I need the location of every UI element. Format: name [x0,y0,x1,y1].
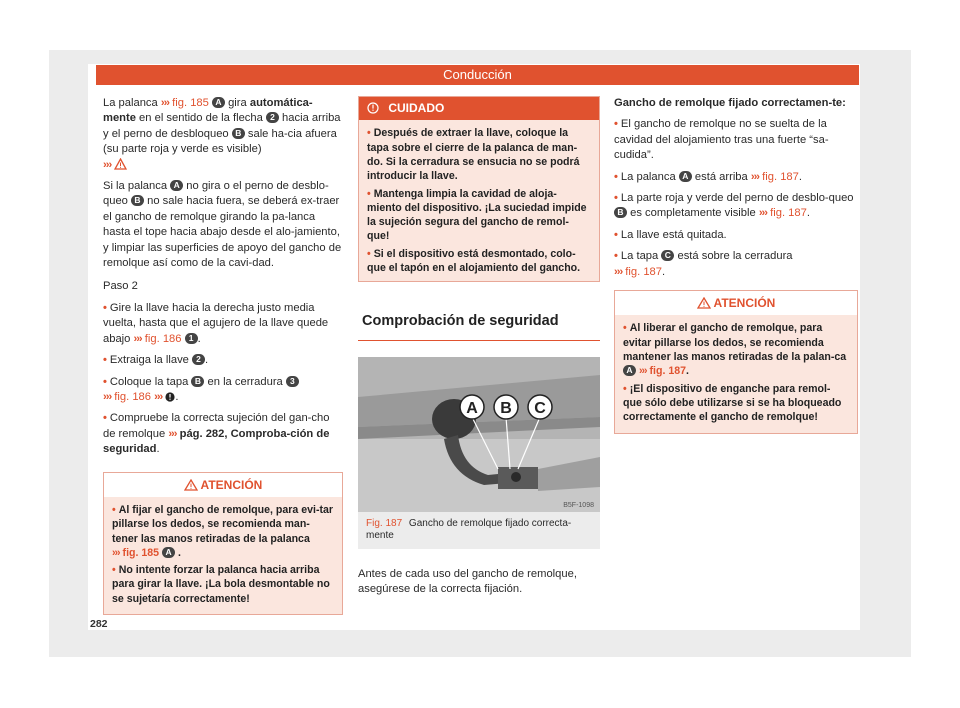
warning-icon [697,297,711,309]
paragraph-1: La palanca ››› fig. 185 A gira automática-mente en el sentido de la flecha 2 hacia arriba y el perno de desbloqueo B sale ha-cia afuera (su parte roja y verde es visible) ››› [103,97,341,171]
section-divider [358,340,600,341]
list-item: • ¡El dispositivo de enganche para remol-que sólo debe utilizarse si se ha bloqueado correctamente el gancho de remolque! [623,382,842,424]
info-icon[interactable] [165,392,175,402]
warning-title: ATENCIÓN [615,291,857,315]
callout-a: A [466,399,478,417]
step-heading: Paso 2 [103,280,138,293]
caution-title: CUIDADO [359,97,599,120]
tow-hook-illustration [358,357,600,512]
fig-ref-link[interactable]: fig. 185 [172,97,209,109]
list-item: • La llave está quitada. [614,228,727,241]
column-2 [358,96,600,604]
callout-c: C [534,399,546,417]
label-2: 2 [266,112,279,123]
warning-icon [184,479,198,491]
list-item: • La parte roja y verde del perno de desblo-queo B es completamente visible ››› fig. 187. [614,192,854,220]
body-text: Antes de cada uso del gancho de remolque, asegúrese de la correcta fijación. [358,567,577,596]
list-item: • Gire la llave hacia la derecha justo media vuelta, hasta que el agujero de la llave quede abajo ››› fig. 186 1 . [103,301,329,345]
page-header: Conducción [96,65,859,85]
list-item: • Extraiga la llave 2 . [103,354,209,367]
label-b: B [232,128,245,139]
section-link[interactable]: pág. 282, Comproba-ción de seguridad [103,427,330,456]
list-item: • Coloque la tapa B en la cerradura 3 ››› fig. 186 ››› . [103,375,343,406]
subheading: Gancho de remolque fijado correctamen-te: [614,97,846,109]
page-number: 282 [90,618,108,630]
warning-box [614,290,858,433]
list-item: • Al fijar el gancho de remolque, para evi-tar pillarse los dedos, se recomienda man-tener las manos retiradas de la palanca ››› fig. 185 A . [112,503,334,559]
column-1 [103,96,343,615]
warning-title: ATENCIÓN [104,473,342,497]
paragraph-2: Si la palanca A no gira o el perno de desblo-queo B no sale hacia fuera, se deberá ex-traer el gancho de remolque girando la pa-lanca hasta el tope hacia abajo desde el alo-jamiento, y limpiar las superficies de apoyo del gancho de remolque así como de la cavi-dad. [103,180,342,270]
list-item: • No intente forzar la palanca hacia arriba para girar la llave. ¡La bola desmontable no se sujetaría correctamente! [112,564,330,605]
callout-b: B [500,399,512,417]
caution-box [358,96,600,282]
image-code: B5F-1098 [563,501,594,509]
label-a: A [212,97,225,108]
list-item: • Al liberar el gancho de remolque, para evitar pillarse los dedos, se recomienda mantener las manos retiradas de la palan-ca A ››› fig. 187. [623,322,847,378]
list-item: • Compruebe la correcta sujeción del gan-cho de remolque ››› pág. 282, Comproba-ción de seguridad. [103,412,330,456]
column-3 [614,96,858,434]
list-item: • Después de extraer la llave, coloque la tapa sobre el cierre de la palanca de man-do. Si la cerradura se ensucia no se podrá introducir la llave. [367,127,580,183]
list-item: • La tapa C está sobre la cerradura ››› fig. 187. [614,250,793,278]
figure-187-image [358,357,600,512]
info-circle-icon [367,102,379,114]
list-item: • La palanca A está arriba ››› fig. 187. [614,170,802,183]
list-item: • Mantenga limpia la cavidad de aloja-miento del dispositivo. ¡La suciedad impide la sujeción segura del gancho de remol-que! [367,187,587,243]
caption-number: Fig. 187 [366,517,403,529]
warning-icon[interactable] [114,158,127,170]
section-heading: Comprobación de seguridad [362,313,559,330]
warning-box [103,472,343,615]
list-item: • El gancho de remolque no se suelta de la cavidad del alojamiento tras una fuerte “sa-cudida”. [614,118,829,162]
list-item: • Si el dispositivo está desmontado, colo-que el tapón en el alojamiento del gancho. [367,247,581,275]
figure-caption: Fig. 187 Gancho de remolque fijado correcta-mente [358,512,600,549]
callout-labels [460,395,552,419]
